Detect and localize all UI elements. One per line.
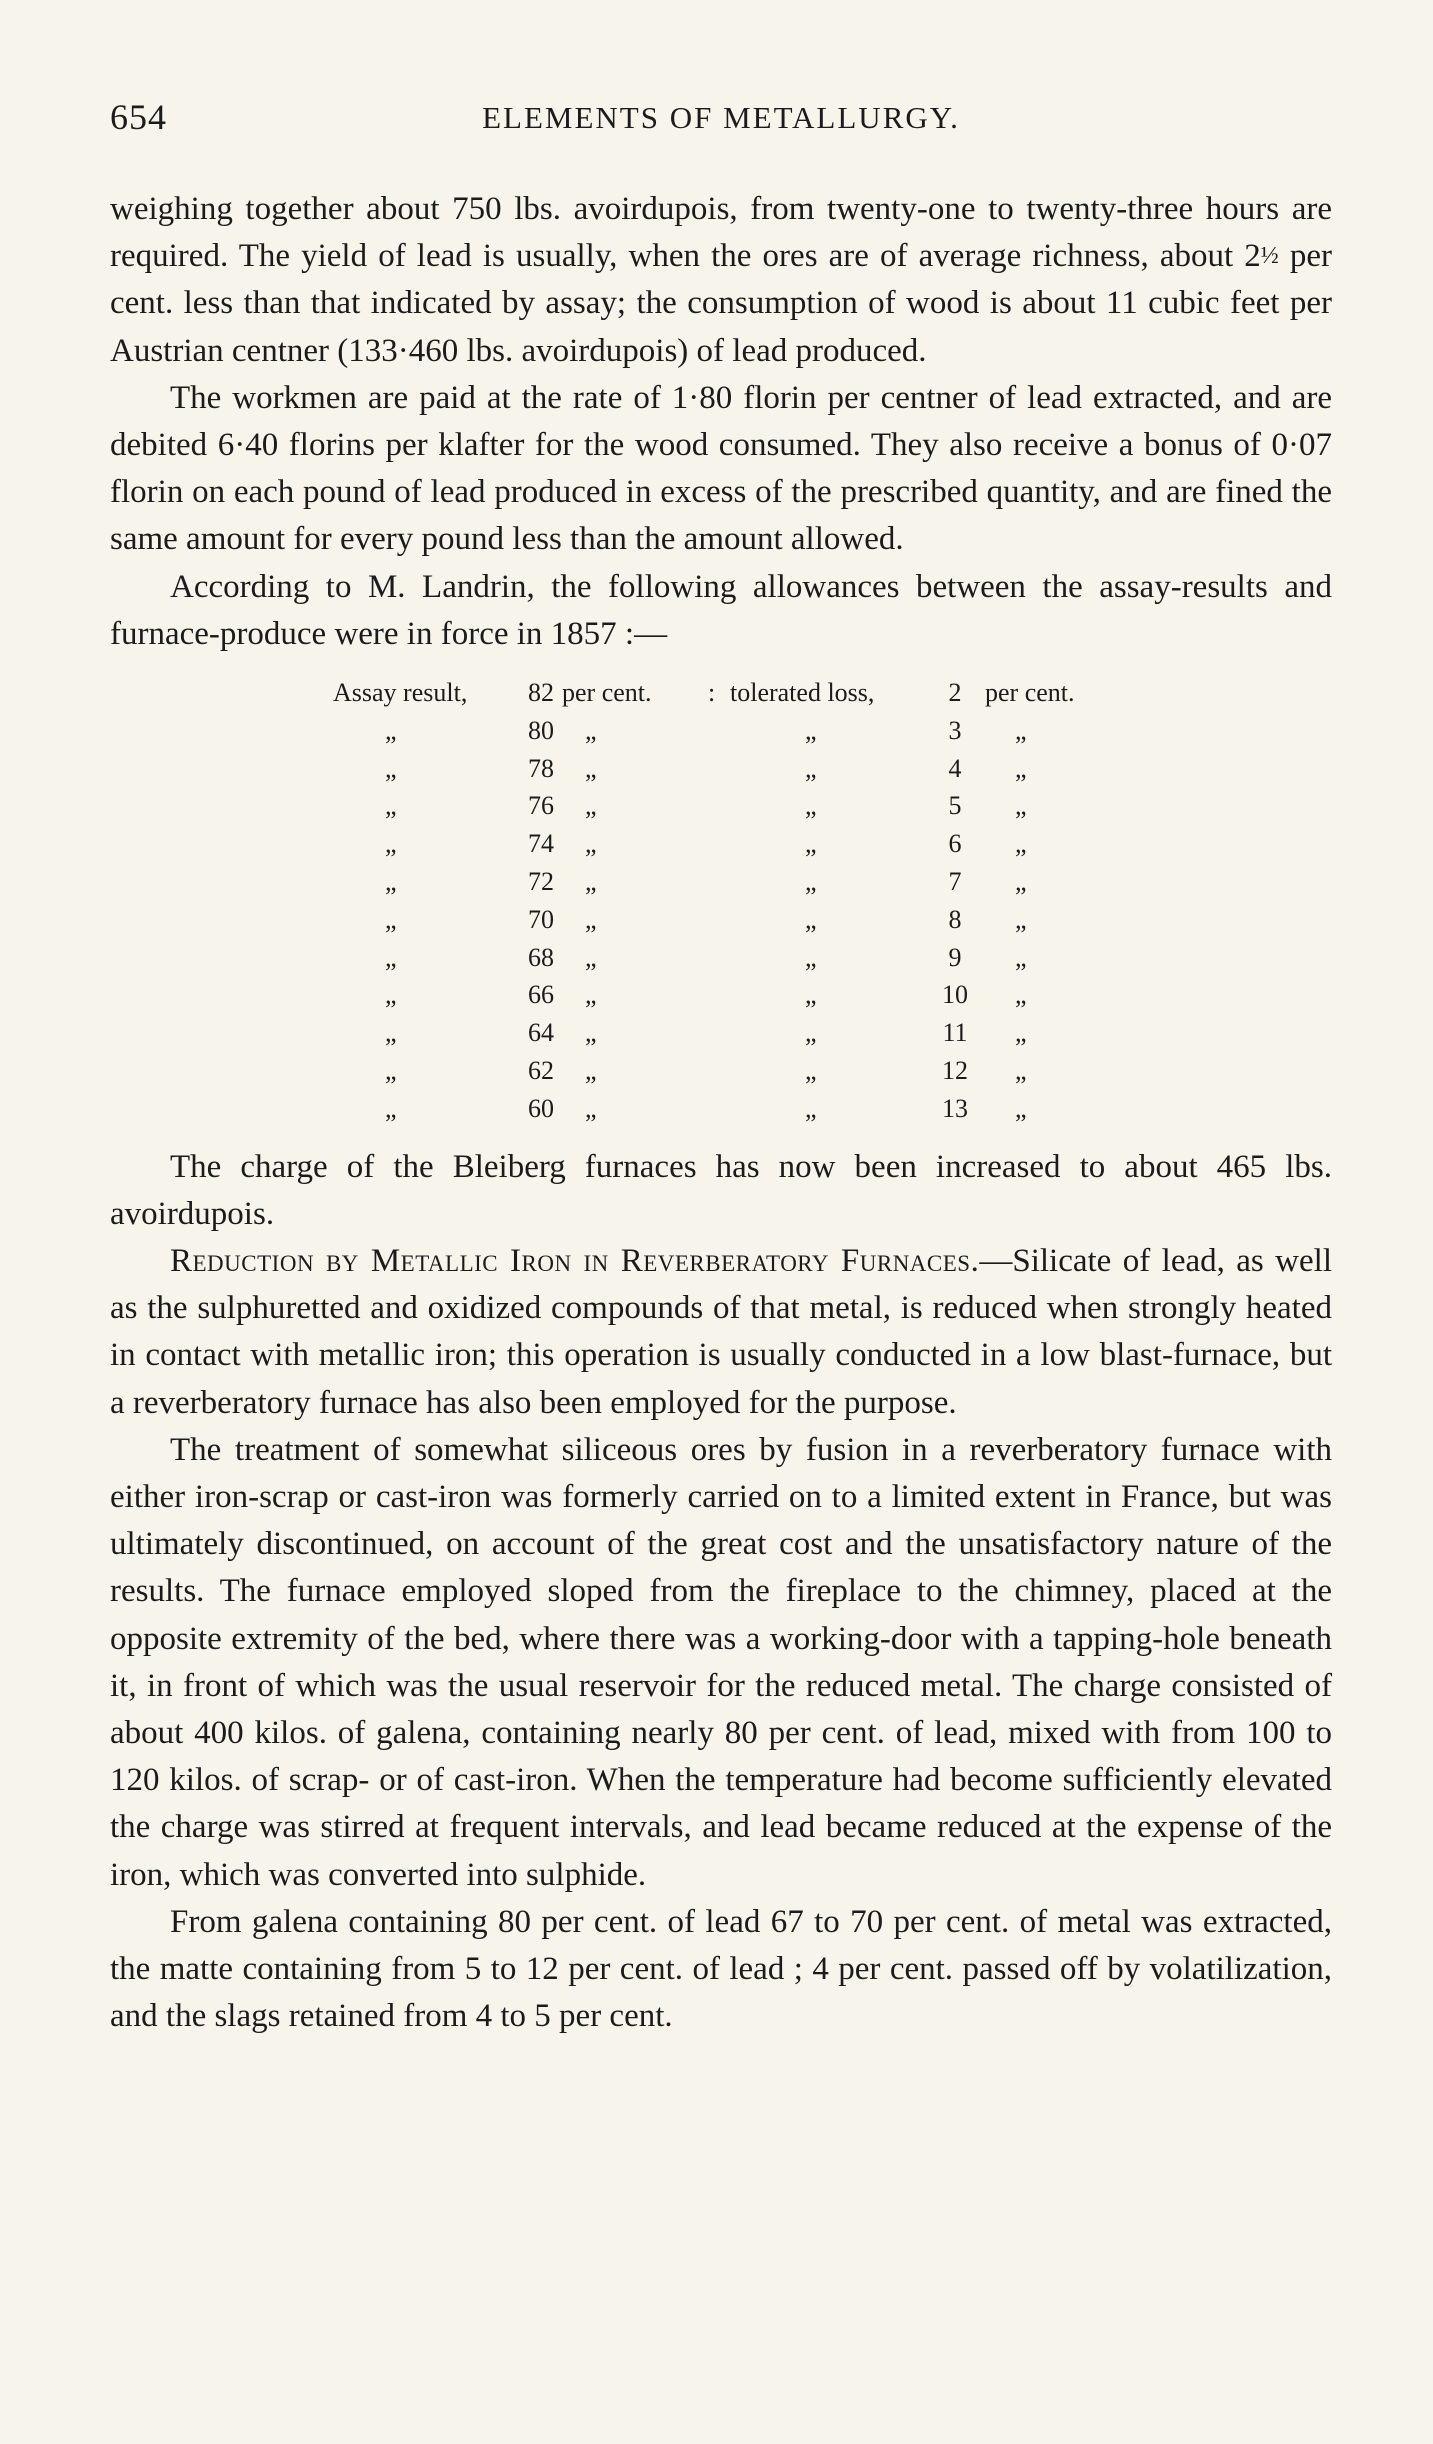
loss-value: 4	[948, 753, 962, 783]
ditto-mark: „	[805, 1018, 817, 1048]
ditto-mark: „	[805, 1093, 817, 1123]
assay-table-row	[110, 939, 1332, 977]
ditto-mark: „	[385, 1056, 397, 1085]
ditto-mark: „	[385, 867, 397, 897]
ditto-mark: „	[1015, 715, 1027, 745]
assay-table	[110, 674, 1332, 1128]
ditto-mark: „	[585, 1056, 597, 1085]
ditto-mark: „	[805, 715, 817, 745]
assay-table-row	[110, 1090, 1332, 1128]
paragraph-6: The treatment of somewhat siliceous ores by fusion in a reverberatory furnace with either iron-scrap or cast-iron was formerly carried on to a limited extent in France, but was ultimately discontinued, on account of the great cost and the unsatisfactory nature of the results. The furnace employed sloped from the fireplace to the chimney, placed at the opposite extremity of the bed, where there was a working-door with a tapping-hole beneath it, in front of which was the usual reservoir for the reduced metal. The charge consisted of about 400 kilos. of galena, containing nearly 80 per cent. of lead, mixed with from 100 to 120 kilos. of scrap- or of cast-iron. When the temperature had become sufficiently elevated the charge was stirred at frequent intervals, and lead became reduced at the expense of the iron, which was converted into sulphide.	[110, 1431, 1332, 1893]
assay-value: 82	[528, 678, 554, 708]
ditto-mark: „	[1015, 980, 1027, 1010]
ditto-mark: „	[585, 980, 597, 1010]
running-title: ELEMENTS OF METALLURGY.	[482, 100, 960, 135]
assay-table-row	[110, 712, 1332, 750]
ditto-mark: „	[585, 829, 597, 859]
assay-table-header-row	[110, 674, 1332, 712]
paragraph-4: The charge of the Bleiberg furnaces has now been increased to about 465 lbs. avoirdupois.	[110, 1148, 1332, 1232]
ditto-mark: „	[385, 980, 397, 1010]
tolerated-loss-label: tolerated loss,	[730, 678, 875, 708]
assay-table-row	[110, 787, 1332, 825]
fraction-half: ½	[1260, 243, 1279, 270]
ditto-mark: „	[1015, 1056, 1027, 1085]
loss-value: 9	[948, 942, 962, 972]
assay-value: 78	[528, 753, 554, 783]
ditto-mark: „	[1015, 753, 1027, 783]
loss-value: 13	[942, 1093, 968, 1123]
ditto-mark: „	[585, 904, 597, 934]
per-cent-label: per cent.	[562, 678, 652, 708]
assay-value: 72	[528, 867, 554, 897]
page	[110, 96, 1332, 2040]
loss-value: 8	[948, 904, 962, 934]
ditto-mark: „	[385, 1018, 397, 1048]
loss-value: 12	[942, 1056, 968, 1085]
loss-value: 5	[948, 791, 962, 821]
assay-value: 60	[528, 1093, 554, 1123]
ditto-mark: „	[805, 1056, 817, 1085]
assay-value: 66	[528, 980, 554, 1010]
ditto-mark: „	[805, 904, 817, 934]
ditto-mark: „	[585, 1018, 597, 1048]
assay-value: 68	[528, 942, 554, 972]
assay-value: 74	[528, 829, 554, 859]
paragraph-1	[110, 186, 1332, 375]
assay-table-row	[110, 976, 1332, 1014]
assay-table-row	[110, 1014, 1332, 1052]
ditto-mark: „	[585, 942, 597, 972]
assay-value: 70	[528, 904, 554, 934]
paragraph-5	[110, 1238, 1332, 1427]
ditto-mark: „	[385, 791, 397, 821]
ditto-mark: „	[1015, 867, 1027, 897]
running-head	[110, 96, 1332, 148]
ditto-mark: „	[385, 942, 397, 972]
paragraph-1-rest: per cent. less than that indicated by assay; the consumption of wood is about 11 cubic feet per Austrian centner (133·460 lbs. avoirdupois) of lead produced.	[110, 238, 1332, 369]
ditto-mark: „	[385, 753, 397, 783]
paragraph-2: The workmen are paid at the rate of 1·80 florin per centner of lead extracted, and are debited 6·40 florins per klafter for the wood consumed. They also receive a bonus of 0·07 florin on each pound of lead produced in excess of the prescribed quantity, and are fined the same amount for every pound less than the amount allowed.	[110, 379, 1332, 558]
assay-table-row	[110, 825, 1332, 863]
ditto-mark: „	[805, 829, 817, 859]
paragraph-1-text: weighing together about 750 lbs. avoirdupois, from twenty-one to twenty-three hours are required. The yield of lead is usually, when the ores are of average richness, about 2	[110, 191, 1332, 275]
ditto-mark: „	[585, 1093, 597, 1123]
ditto-mark: „	[1015, 942, 1027, 972]
loss-value: 10	[942, 980, 968, 1010]
ditto-mark: „	[1015, 1018, 1027, 1048]
ditto-mark: „	[805, 791, 817, 821]
assay-value: 64	[528, 1018, 554, 1048]
assay-table-row	[110, 1052, 1332, 1090]
ditto-mark: „	[805, 942, 817, 972]
ditto-mark: „	[1015, 1093, 1027, 1123]
loss-value: 2	[948, 678, 962, 708]
section-heading: Reduction by Metallic Iron in Reverberatory Furnaces.	[170, 1243, 980, 1279]
assay-value: 62	[528, 1056, 554, 1085]
page-number: 654	[110, 97, 167, 137]
ditto-mark: „	[385, 715, 397, 745]
ditto-mark: „	[805, 867, 817, 897]
ditto-mark: „	[1015, 791, 1027, 821]
loss-value: 7	[948, 867, 962, 897]
loss-value: 11	[942, 1018, 968, 1048]
ditto-mark: „	[805, 980, 817, 1010]
paragraph-7: From galena containing 80 per cent. of lead 67 to 70 per cent. of metal was extracted, the matte containing from 5 to 12 per cent. of lead ; 4 per cent. passed off by volatilization, and the slags retained from 4 to 5 per cent.	[110, 1903, 1332, 2035]
loss-value: 3	[948, 715, 962, 745]
ditto-mark: „	[385, 1093, 397, 1123]
paragraph-5-text: —Silicate of lead, as well as the sulphuretted and oxidized compounds of that metal, is reduced when strongly heated in contact with metallic iron; this operation is usually conducted in a low blast-furnace, but a reverberatory furnace has also been employed for the purpose.	[110, 1243, 1332, 1421]
ditto-mark: „	[385, 904, 397, 934]
ditto-mark: „	[1015, 904, 1027, 934]
ditto-mark: „	[385, 829, 397, 859]
ditto-mark: „	[805, 753, 817, 783]
assay-result-label: Assay result,	[333, 678, 468, 708]
loss-value: 6	[948, 829, 962, 859]
assay-value: 80	[528, 715, 554, 745]
ditto-mark: „	[1015, 829, 1027, 859]
assay-table-row	[110, 750, 1332, 788]
loss-per-cent-label: per cent.	[985, 678, 1075, 708]
ditto-mark: „	[585, 791, 597, 821]
ditto-mark: „	[585, 753, 597, 783]
assay-table-row	[110, 901, 1332, 939]
ditto-mark: „	[585, 867, 597, 897]
colon-separator: :	[708, 678, 716, 708]
paragraph-3: According to M. Landrin, the following allowances between the assay-results and furnace-produce were in force in 1857 :—	[110, 568, 1332, 652]
ditto-mark: „	[585, 715, 597, 745]
assay-value: 76	[528, 791, 554, 821]
assay-table-row	[110, 863, 1332, 901]
